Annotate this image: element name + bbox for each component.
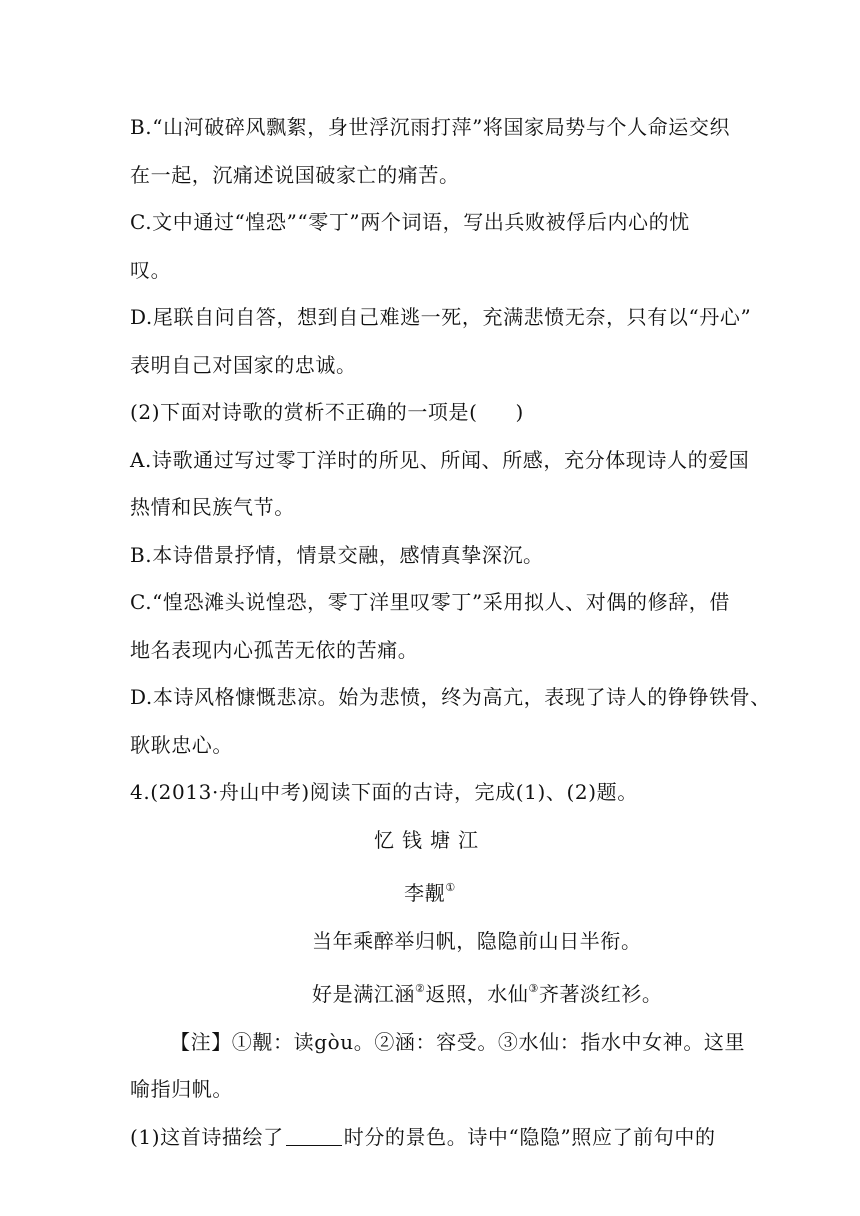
option-b-q1-line2: 在一起，沉痛述说国破家亡的痛苦。	[130, 162, 460, 187]
option-d-q1-line1: D.尾联自问自答，想到自己难逃一死，充满悲愤无奈，只有以“丹心”	[130, 305, 752, 329]
question-4-1	[130, 1114, 730, 1162]
option-b-q1-line1: B.“山河破碎风飘絮，身世浮沉雨打萍”将国家局势与个人命运交织	[130, 115, 731, 139]
poem-line-2-part-b: 返照，水仙	[425, 982, 529, 1006]
option-c-q1-line1: C.文中通过“惶恐”“零丁”两个词语，写出兵败被俘后内心的忧	[130, 210, 690, 234]
question-4-1-pre: (1)这首诗描绘了	[130, 1124, 284, 1149]
note-line-2: 喻指归帆。	[130, 1077, 233, 1101]
option-c-q1-line2: 叹。	[130, 257, 172, 282]
note-line-1: 【注】①觏：读gòu。②涵：容受。③水仙：指水中女神。这里	[170, 1029, 746, 1054]
option-b-q2-line1: B.本诗借景抒情，情景交融，感情真挚深沉。	[130, 542, 544, 567]
poem-title: 忆钱塘江	[374, 827, 486, 852]
option-c-q2-line2: 地名表现内心孤苦无依的苦痛。	[130, 637, 419, 662]
poem-author-name: 李觏	[404, 881, 446, 905]
poem-line-2	[130, 965, 730, 1019]
footnote-mark-3: ③	[528, 982, 539, 995]
question-4-1-post: 时分的景色。诗中“隐隐”照应了前句中的	[343, 1124, 716, 1149]
poem-author	[130, 864, 730, 918]
poem-line-2-part-a: 好是满江涵	[312, 982, 415, 1006]
footnote-mark-2: ②	[415, 982, 426, 995]
option-c-q2-line1: C.“惶恐滩头说惶恐，零丁洋里叹零丁”采用拟人、对偶的修辞，借	[130, 590, 730, 614]
document-page	[130, 104, 771, 1161]
question-2-close: )	[515, 400, 524, 424]
option-a-q2-line1: A.诗歌通过写过零丁洋时的所见、所闻、所感，充分体现诗人的爱国	[130, 447, 750, 472]
question-4: 4.(2013·舟山中考)阅读下面的古诗，完成(1)、(2)题。	[130, 780, 638, 804]
question-2	[130, 389, 730, 437]
option-d-q1-line2: 表明自己对国家的忠诚。	[130, 352, 357, 377]
option-d-q2-line1: D.本诗风格慷慨悲凉。始为悲愤，终为高亢，表现了诗人的铮铮铁骨、	[130, 685, 771, 709]
footnote-mark-1: ①	[445, 881, 456, 894]
question-2-text: (2)下面对诗歌的赏析不正确的一项是(	[130, 400, 478, 424]
poem-line-2-part-c: 齐著淡红衫。	[538, 982, 663, 1006]
fill-in-blank	[286, 1127, 342, 1146]
option-a-q2-line2: 热情和民族气节。	[130, 495, 295, 519]
option-d-q2-line2: 耿耿忠心。	[130, 732, 233, 757]
poem-line-1: 当年乘醉举归帆，隐隐前山日半衔。	[312, 928, 642, 953]
